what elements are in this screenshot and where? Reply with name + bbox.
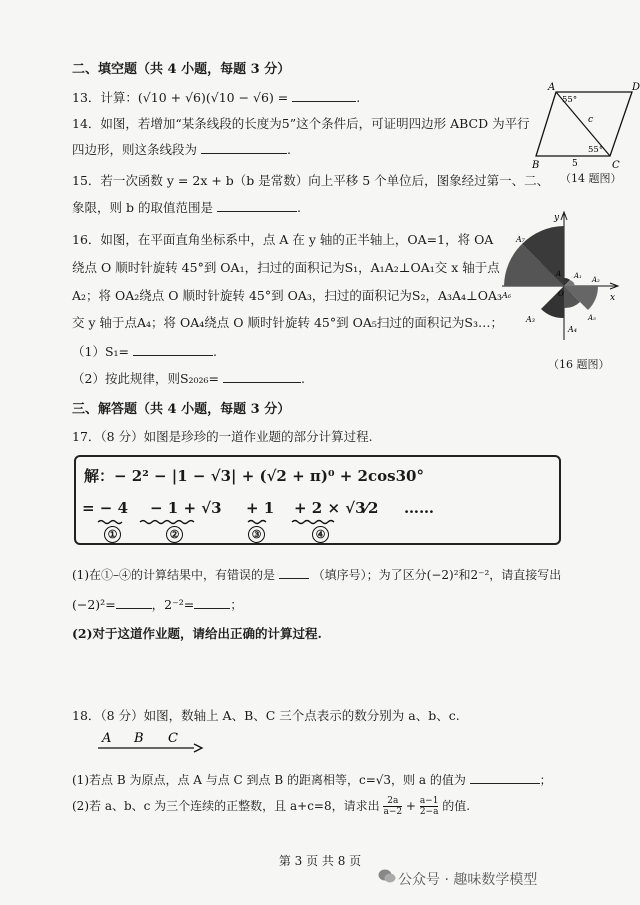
homework-term-5: ……: [404, 499, 434, 517]
q17-error-blank[interactable]: [279, 566, 309, 579]
circled-2: ②: [166, 526, 183, 543]
fig16-label-a3: A₃: [526, 315, 535, 324]
q14-line2: [72, 140, 291, 158]
q16-sub2: [72, 369, 305, 387]
q16-sub1-end: .: [213, 344, 217, 359]
fraction-2-num: a−1: [419, 796, 439, 806]
circled-3: ③: [248, 526, 265, 543]
number-line-label-a: A: [102, 731, 112, 746]
figure-14-caption: （14 题图）: [560, 172, 622, 185]
fraction-2: [420, 796, 439, 817]
fig16-label-y: y: [554, 213, 560, 223]
fig14-label-a: A: [548, 82, 556, 93]
q17-part1-text-b: （填序号）；为了区分(−2)²和2⁻²，请直接写出: [312, 568, 562, 582]
q15-line2: [72, 198, 301, 216]
q18-part2: (2)若 a、b、c 为三个连续的正整数，且 a+c=8，请求出 $\frac{2a}{a-2}$ + $\frac{a-1}{2-a}$ 的值.: [72, 796, 471, 817]
q13-text: 13．计算：(√10 + √6)(√10 − √6) =: [72, 90, 289, 105]
q16-line3: A₂；将 OA₂绕点 O 顺时针旋转 45°到 OA₃，扫过的面积记为S₂，A₃A₄⊥OA₃: [72, 288, 503, 303]
page-footer: 第 3 页 共 8 页: [278, 854, 362, 868]
q17-2-neg2-label: ，2⁻²=: [151, 597, 195, 612]
fig16-label-a2: A₂: [592, 276, 600, 284]
figure-16-caption: （16 题图）: [548, 358, 610, 371]
fig14-label-c: C: [612, 160, 620, 170]
q16-sub1: [72, 342, 217, 360]
fig14-angle-a: 55°: [562, 95, 578, 105]
fig14-label-c-side: c: [588, 115, 594, 125]
fraction-1-den: a−2: [383, 807, 403, 817]
q16-line1: 16．如图，在平面直角坐标系中，点 A 在 y 轴的正半轴上，OA=1，将 OA: [72, 232, 494, 247]
fraction-1: [383, 796, 402, 817]
fig14-angle-c: 55°: [588, 145, 604, 155]
homework-term-3: + 1: [246, 499, 275, 517]
q13: [72, 88, 360, 106]
fig16-label-a5: A₅: [588, 314, 596, 322]
q18-title: 18．（8 分）如图，数轴上 A、B、C 三个点表示的数分别为 a、b、c.: [72, 708, 460, 723]
q15-answer-blank[interactable]: [217, 199, 297, 212]
homework-term-1: = − 4: [82, 499, 129, 517]
number-line-figure: [96, 728, 206, 756]
homework-term-2: − 1 + √3: [150, 499, 222, 517]
watermark: 公众号 · 趣味数学模型: [398, 872, 538, 888]
q16-sub2-end: .: [301, 371, 306, 386]
q17-neg2-sq-blank[interactable]: [116, 596, 152, 609]
q18-part1-end: ；: [539, 773, 552, 787]
q16-s2026-blank[interactable]: [223, 370, 301, 383]
homework-term-4: + 2 × √3⁄2: [294, 499, 379, 517]
q14-end: .: [287, 142, 291, 157]
q15-end: .: [296, 200, 301, 215]
q17-part1-text-a: (1)在①–④的计算结果中，有错误的是: [72, 568, 275, 582]
section-answer-heading: 三、解答题（共 4 小题，每题 3 分）: [72, 402, 291, 417]
q13-end: .: [356, 90, 361, 105]
circled-1: ①: [104, 526, 121, 543]
wechat-icon: [378, 868, 396, 884]
fig16-label-a6: A₆: [502, 291, 511, 300]
figure-14-parallelogram: [532, 80, 640, 170]
homework-wavy-underlines: [96, 518, 536, 526]
q17-title: 17．（8 分）如图是珍珍的一道作业题的部分计算过程.: [72, 429, 373, 444]
q16-sub2-text: （2）按此规律，则S₂₀₂₆=: [72, 371, 220, 386]
section-fill-heading: 二、填空题（共 4 小题，每题 3 分）: [72, 62, 291, 77]
q14-line1: 14．如图，若增加“某条线段的长度为5”这个条件后，可证明四边形 ABCD 为平行: [72, 116, 530, 131]
figure-16-rotation-diagram: [498, 208, 622, 348]
fig16-label-a1: A₁: [574, 272, 582, 280]
q16-sub1-text: （1）S₁=: [72, 344, 130, 359]
q17-2-neg2-blank[interactable]: [194, 596, 230, 609]
number-line-label-c: C: [168, 731, 178, 746]
fig16-label-a4: A₄: [568, 325, 577, 334]
q17-part1: [72, 566, 561, 583]
q15-line2-text: 象限，则 b 的取值范围是: [72, 200, 213, 215]
fig16-label-o: O: [558, 290, 564, 298]
fig16-label-a: A: [556, 270, 562, 278]
fig16-label-x: x: [610, 293, 616, 303]
q16-s1-blank[interactable]: [133, 343, 213, 356]
q16-line4: 交 y 轴于点A₄；将 OA₄绕点 O 顺时针旋转 45°到 OA₅扫过的面积记为S₃…；: [72, 315, 503, 330]
homework-line1: 解：− 2² − |1 − √3| + (√2 + π)⁰ + 2cos30°: [84, 467, 424, 485]
q13-answer-blank[interactable]: [292, 89, 356, 102]
q15-line1: 15．若一次函数 y = 2x + b（b 是常数）向上平移 5 个单位后，图象经过第一、二、: [72, 173, 550, 188]
q17-part1-answers: [72, 595, 243, 613]
q17-neg2-sq-label: (−2)²=: [72, 597, 116, 612]
fraction-2-den: 2−a: [419, 807, 439, 817]
q18-part2-text: (2)若 a、b、c 为三个连续的正整数，且 a+c=8，请求出: [72, 799, 380, 813]
fig14-label-d: D: [632, 82, 640, 93]
number-line-label-b: B: [134, 731, 144, 746]
fig14-label-5: 5: [572, 159, 578, 169]
q18-a-blank[interactable]: [470, 771, 540, 784]
q16-line2: 绕点 O 顺时针旋转 45°到 OA₁，扫过的面积记为S₁，A₁A₂⊥OA₁交 x 轴于点: [72, 260, 500, 275]
q17-part1-end: ；: [230, 597, 243, 612]
fig16-label-a7: A₇: [516, 235, 525, 244]
q14-line2-text: 四边形，则这条线段为: [72, 142, 198, 157]
fig14-label-b: B: [532, 160, 540, 170]
q14-answer-blank[interactable]: [201, 141, 287, 154]
q18-part1-text: (1)若点 B 为原点，点 A 与点 C 到点 B 的距离相等，c=√3，则 a 的值为: [72, 773, 466, 787]
circled-4: ④: [312, 526, 329, 543]
q18-part1: [72, 771, 552, 788]
fraction-1-num: 2a: [383, 796, 402, 807]
q18-part2-end: 的值.: [442, 799, 471, 813]
q17-part2: (2)对于这道作业题，请给出正确的计算过程.: [72, 626, 322, 641]
